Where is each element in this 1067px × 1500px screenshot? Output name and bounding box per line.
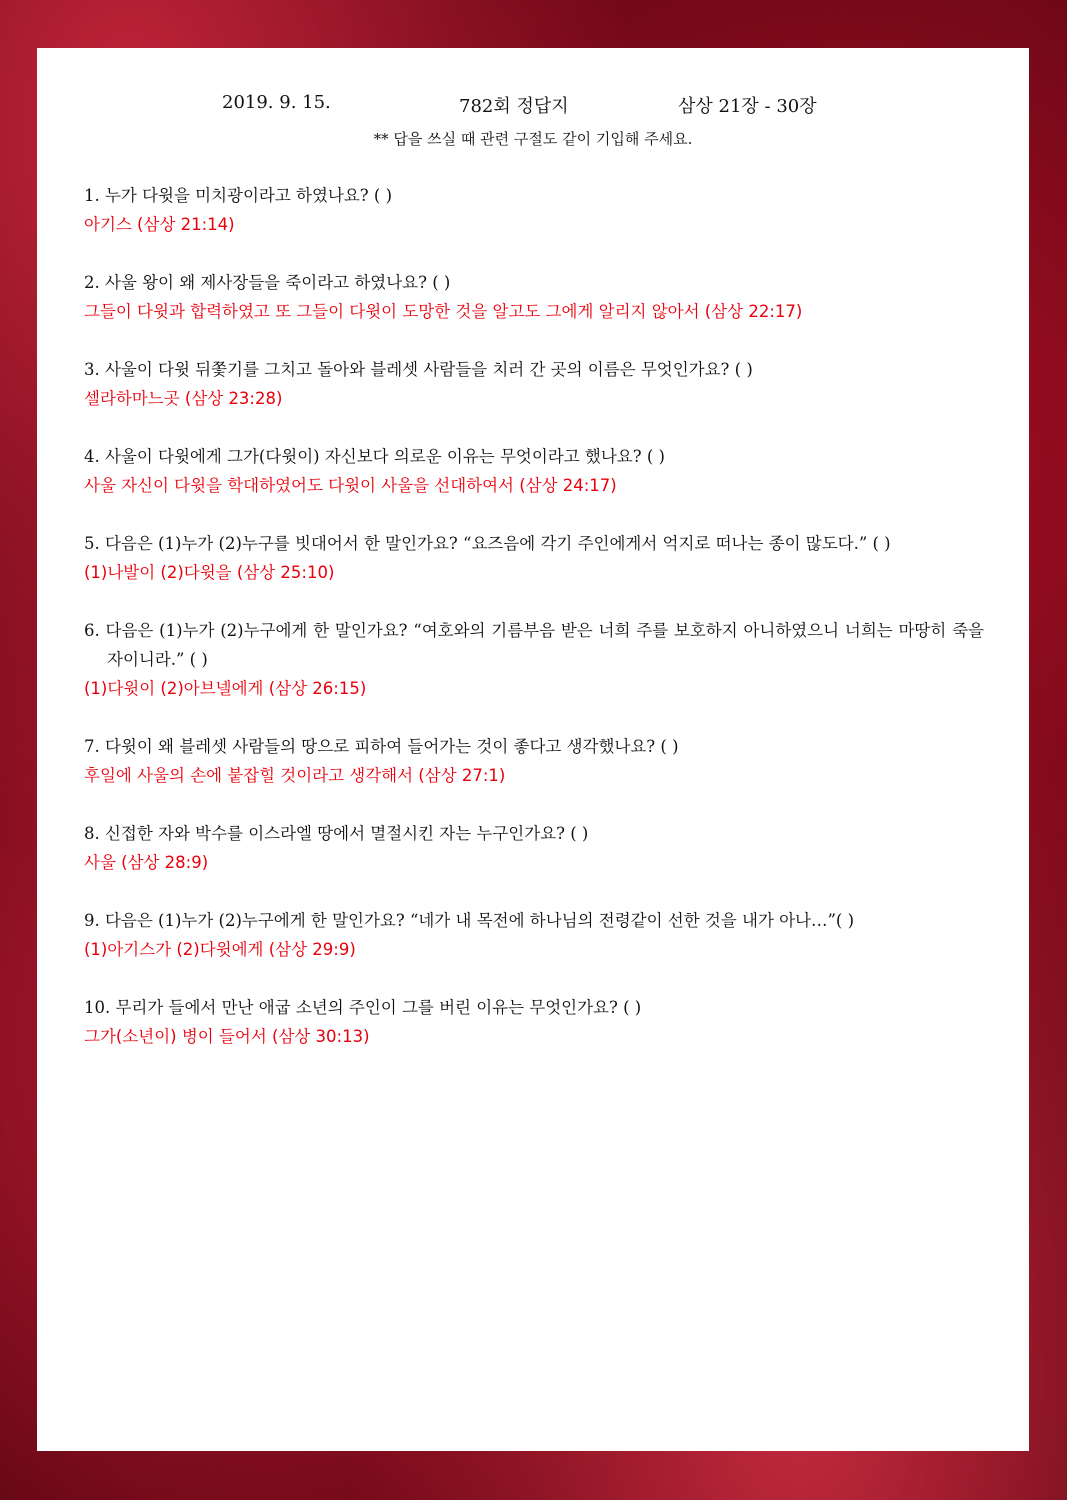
answer-sheet	[37, 48, 1029, 1451]
instruction-text: ** 답을 쓰실 때 관련 구절도 같이 기입해 주세요.	[373, 130, 693, 148]
header-range: 삼상 21장 - 30장	[678, 96, 817, 117]
question-text: 2. 사울 왕이 왜 제사장들을 죽이라고 하였나요? ( )	[84, 273, 451, 292]
answer-text: 그들이 다윗과 합력하였고 또 그들이 다윗이 도망한 것을 알고도 그에게 알리지 않아서 (삼상 22:17)	[84, 302, 803, 321]
qa-item-7	[84, 732, 984, 790]
question-text: 1. 누가 다윗을 미치광이라고 하였나요? ( )	[84, 186, 393, 205]
qa-list	[84, 181, 984, 1080]
qa-item-10	[84, 993, 984, 1051]
answer-text: 그가(소년이) 병이 들어서 (삼상 30:13)	[84, 1027, 370, 1046]
question-text: 8. 신접한 자와 박수를 이스라엘 땅에서 멸절시킨 자는 누구인가요? ( )	[84, 824, 589, 843]
answer-text: (1)다윗이 (2)아브넬에게 (삼상 26:15)	[84, 679, 367, 698]
answer-text: 사울 자신이 다윗을 학대하였어도 다윗이 사울을 선대하여서 (삼상 24:17)	[84, 476, 617, 495]
qa-item-5	[84, 529, 984, 587]
question-text: 9. 다음은 (1)누가 (2)누구에게 한 말인가요? “네가 내 목전에 하나님의 전령같이 선한 것을 내가 아나…”( )	[84, 911, 855, 930]
question-text: 7. 다윗이 왜 블레셋 사람들의 땅으로 피하여 들어가는 것이 좋다고 생각했나요? ( )	[84, 737, 679, 756]
answer-text: (1)아기스가 (2)다윗에게 (삼상 29:9)	[84, 940, 356, 959]
header-date: 2019. 9. 15.	[222, 92, 331, 113]
question-text: 5. 다음은 (1)누가 (2)누구를 빗대어서 한 말인가요? “요즈음에 각기 주인에게서 억지로 떠나는 종이 많도다.” ( )	[84, 534, 891, 553]
qa-item-3	[84, 355, 984, 413]
answer-text: 아기스 (삼상 21:14)	[84, 215, 235, 234]
question-text: 3. 사울이 다윗 뒤쫓기를 그치고 돌아와 블레셋 사람들을 치러 간 곳의 이름은 무엇인가요? ( )	[84, 360, 753, 379]
sheet-header	[37, 92, 1029, 118]
answer-text: 사울 (삼상 28:9)	[84, 853, 209, 872]
qa-item-4	[84, 442, 984, 500]
qa-item-9	[84, 906, 984, 964]
header-title: 782회 정답지	[459, 96, 569, 117]
answer-text: 셀라하마느곳 (삼상 23:28)	[84, 389, 283, 408]
question-text: 4. 사울이 다윗에게 그가(다윗이) 자신보다 의로운 이유는 무엇이라고 했나요? ( )	[84, 447, 665, 466]
qa-item-8	[84, 819, 984, 877]
qa-item-2	[84, 268, 984, 326]
qa-item-6	[84, 616, 984, 703]
answer-text: 후일에 사울의 손에 붙잡힐 것이라고 생각해서 (삼상 27:1)	[84, 766, 506, 785]
question-text: 10. 무리가 들에서 만난 애굽 소년의 주인이 그를 버린 이유는 무엇인가요? ( )	[84, 998, 642, 1017]
answer-text: (1)나발이 (2)다윗을 (삼상 25:10)	[84, 563, 335, 582]
question-text: 6. 다음은 (1)누가 (2)누구에게 한 말인가요? “여호와의 기름부음 받은 너희 주를 보호하지 아니하였으니 너희는 마땅히 죽을 자이니라.” ( )	[84, 621, 984, 669]
qa-item-1	[84, 181, 984, 239]
